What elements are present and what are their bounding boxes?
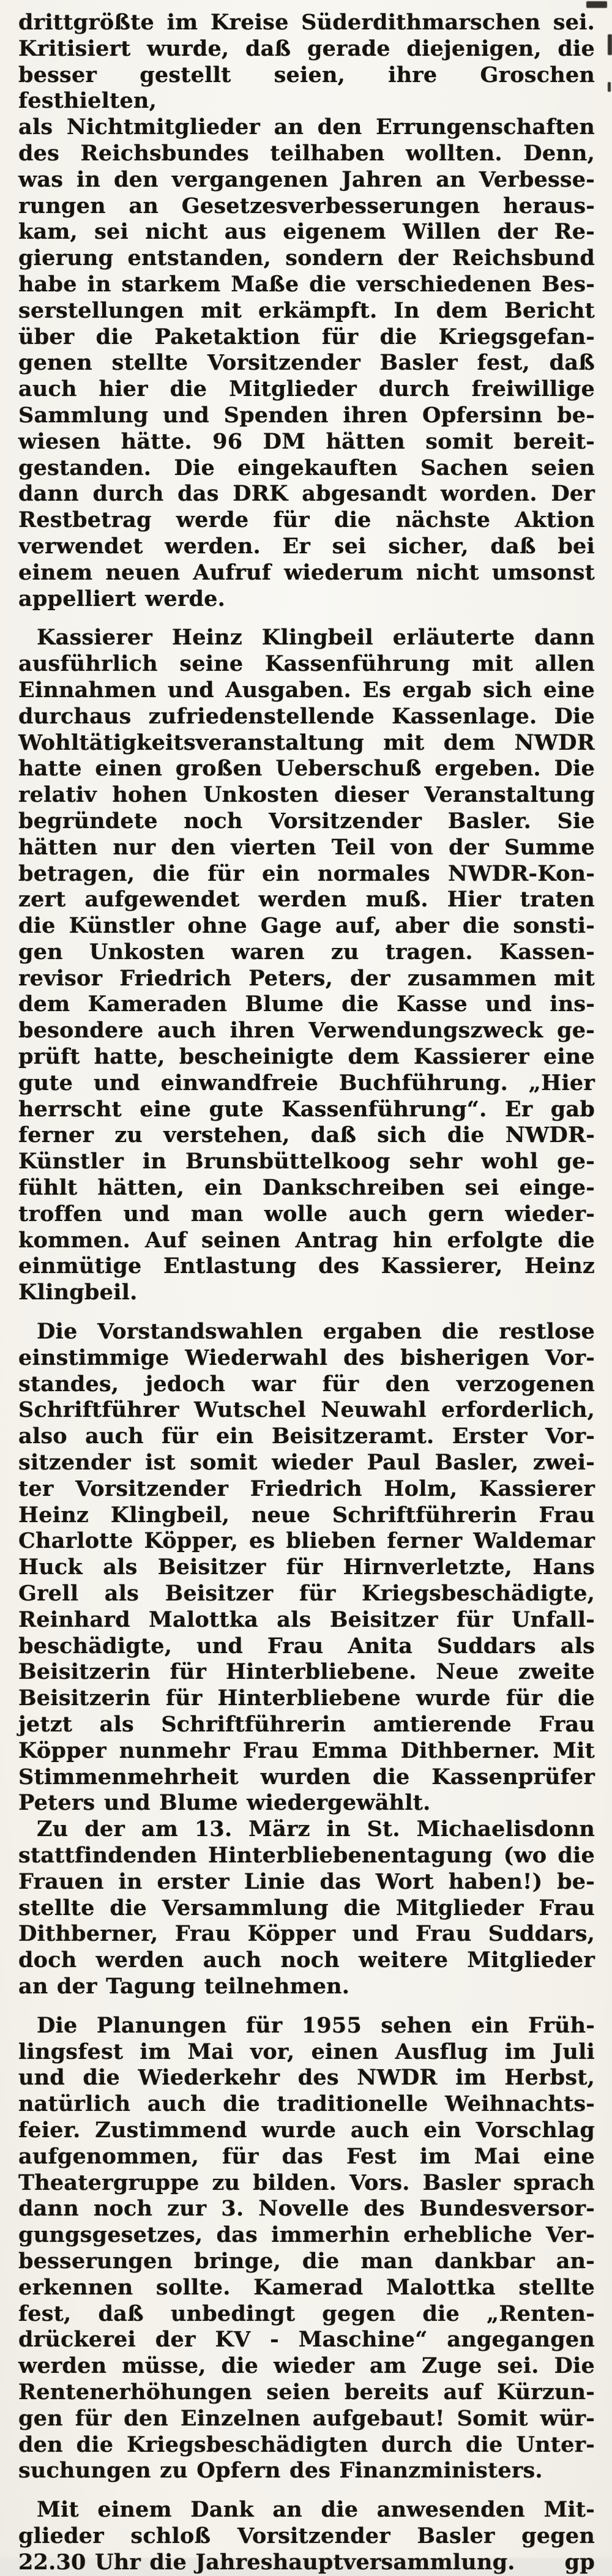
text-line: den die Kriegsbeschädigten durch die Unter- (18, 2432, 595, 2457)
text-line: lingsfest im Mai vor, einen Ausflug im Juli (18, 2039, 595, 2064)
text-line: drittgrößte im Kreise Süderdithmarschen sei. (18, 10, 595, 35)
paragraph (18, 1816, 595, 2000)
author-initials: gp (564, 2549, 595, 2575)
newspaper-column (18, 10, 595, 2576)
text-line: standes, jedoch war für den verzogenen (18, 1371, 595, 1397)
text-line: doch werden auch noch weitere Mitglieder (18, 1947, 595, 1973)
text-line: besondere auch ihren Verwendungszweck ge- (18, 1018, 595, 1043)
text-line: herrscht eine gute Kassenführung“. Er gab (18, 1096, 595, 1122)
text-line: Reinhard Malottka als Beisitzer für Unfall- (18, 1607, 595, 1632)
text-line: auch hier die Mitglieder durch freiwillige (18, 376, 595, 402)
text-line: fühlt hätten, ein Dankschreiben sei einge- (18, 1175, 595, 1201)
text-line: betragen, die für ein normales NWDR-Kon- (18, 861, 595, 886)
text-line: hätten nur den vierten Teil von der Summe (18, 834, 595, 860)
paragraph (18, 625, 595, 1306)
text-line: Schriftführer Wutschel Neuwahl erforderlich, (18, 1397, 595, 1423)
text-line: des Reichsbundes teilhaben wollten. Denn, (18, 140, 595, 166)
text-line: kommen. Auf seinen Antrag hin erfolgte die (18, 1227, 595, 1253)
text-line: gen Unkosten waren zu tragen. Kassen- (18, 939, 595, 965)
text-line: feier. Zustimmend wurde auch ein Vorschlag (18, 2117, 595, 2143)
text-line: durchaus zufriedenstellende Kassenlage. Die (18, 703, 595, 729)
text-line: Sammlung und Spenden ihren Opfersinn be- (18, 402, 595, 428)
text-line: Heinz Klingbeil, neue Schriftführerin Frau (18, 1502, 595, 1528)
text-line: Zu der am 13. März in St. Michaelisdonn (37, 1816, 595, 1842)
text-line: gestanden. Die eingekauften Sachen seien (18, 455, 595, 480)
text-line: zert aufgewendet werden muß. Hier traten (18, 887, 595, 913)
text-line: dem Kameraden Blume die Kasse und ins- (18, 991, 595, 1017)
text-line: gungsgesetzes, das immerhin erhebliche Ver- (18, 2222, 595, 2248)
scan-artifact (608, 34, 612, 55)
text-line: besser gestellt seien, ihre Groschen festhielten, (18, 62, 595, 114)
text-line: einmütige Entlastung des Kassierer, Heinz (18, 1253, 595, 1279)
text-line: Rentenerhöhungen seien bereits auf Kürzun- (18, 2379, 595, 2405)
text-line: rungen an Gesetzesverbesserungen heraus- (18, 193, 595, 218)
text-line: relativ hohen Unkosten dieser Veranstaltung (18, 782, 595, 808)
text-line: Kritisiert wurde, daß gerade diejenigen, die (18, 35, 595, 61)
text-line: jetzt als Schriftführerin amtierende Frau (18, 1712, 595, 1737)
paragraph (18, 1319, 595, 1816)
text-line: Die Planungen für 1955 sehen ein Früh- (37, 2012, 595, 2038)
text-line: sitzender ist somit wieder Paul Basler, zwei- (18, 1450, 595, 1476)
text-line: ferner zu verstehen, daß sich die NWDR- (18, 1122, 595, 1148)
text-line: Wohltätigkeitsveranstaltung mit dem NWDR (18, 730, 595, 755)
paragraph (18, 10, 595, 612)
text-line: gen für den Einzelnen aufgebaut! Somit wür- (18, 2405, 595, 2431)
scan-artifact (586, 1, 607, 8)
text-line: serstellungen mit erkämpft. In dem Bericht (18, 297, 595, 323)
text-line: Beisitzerin für Hinterbliebene wurde für die (18, 1686, 595, 1711)
text-line (18, 2550, 595, 2576)
text-line: appelliert werde. (18, 586, 226, 611)
text-line: suchungen zu Opfern des Finanzministers. (18, 2458, 543, 2484)
text-line: gute und einwandfreie Buchführung. „Hier (18, 1070, 595, 1096)
text-line: also auch für ein Beisitzeramt. Erster Vor- (18, 1424, 595, 1449)
text-line: ausführlich seine Kassenführung mit allen (18, 651, 595, 677)
text-line: beschädigte, und Frau Anita Suddars als (18, 1633, 595, 1659)
scan-artifact (608, 82, 611, 92)
text-line: dann durch das DRK abgesandt worden. Der (18, 481, 595, 507)
text-line: fest, daß unbedingt gegen die „Renten- (18, 2301, 595, 2326)
text-line: Klingbeil. (18, 1280, 138, 1305)
text-line: kam, sei nicht aus eigenem Willen der Re- (18, 219, 595, 245)
text-line: Peters und Blume wiedergewählt. (18, 1790, 431, 1816)
text-line: Huck als Beisitzer für Hirnverletzte, Hans (18, 1555, 595, 1580)
text-line: glieder schloß Vorsitzender Basler gegen (18, 2523, 595, 2548)
text-line: werden müsse, die wieder am Zuge sei. Die (18, 2353, 595, 2379)
closing-sentence: 22.30 Uhr die Jahreshauptversammlung. (18, 2549, 515, 2575)
text-line: revisor Friedrich Peters, der zusammen mit (18, 965, 595, 991)
text-line: prüft hatte, bescheinigte dem Kassierer eine (18, 1044, 595, 1070)
text-line: aufgenommen, für das Fest im Mai eine (18, 2143, 595, 2169)
text-line: Kassierer Heinz Klingbeil erläuterte dann (37, 625, 595, 651)
text-line: wiesen hätte. 96 DM hätten somit bereit- (18, 428, 595, 454)
text-line: Theatergruppe zu bilden. Vors. Basler sprach (18, 2170, 595, 2195)
text-line: verwendet werden. Er sei sicher, daß bei (18, 533, 595, 559)
text-line: genen stellte Vorsitzender Basler fest, daß (18, 350, 595, 376)
text-line: begründete noch Vorsitzender Basler. Sie (18, 808, 595, 834)
text-line: natürlich auch die traditionelle Weihnachts- (18, 2091, 595, 2117)
text-line: habe in starkem Maße die verschiedenen Bes- (18, 271, 595, 297)
text-line: Beisitzerin für Hinterbliebene. Neue zweite (18, 1659, 595, 1685)
text-line: Mit einem Dank an die anwesenden Mit- (37, 2497, 595, 2523)
text-line: als Nichtmitglieder an den Errungenschaften (18, 114, 595, 140)
text-line: und die Wiederkehr des NWDR im Herbst, (18, 2065, 595, 2091)
text-line: stattfindenden Hinterbliebenentagung (wo die (18, 1842, 595, 1868)
text-line: dann noch zur 3. Novelle des Bundesversor- (18, 2196, 595, 2222)
text-line: besserungen bringe, die man dankbar an- (18, 2248, 595, 2274)
text-line: einstimmige Wiederwahl des bisherigen Vor- (18, 1345, 595, 1370)
text-line: Stimmenmehrheit wurden die Kassenprüfer (18, 1764, 595, 1790)
text-line: Restbetrag werde für die nächste Aktion (18, 507, 595, 533)
text-line: drückerei der KV - Maschine“ angegangen (18, 2327, 595, 2353)
text-line: gierung entstanden, sondern der Reichsbund (18, 245, 595, 271)
text-line: einem neuen Aufruf wiederum nicht umsonst (18, 559, 595, 585)
text-line: Die Vorstandswahlen ergaben die restlose (37, 1319, 595, 1345)
text-line: Grell als Beisitzer für Kriegsbeschädigte, (18, 1581, 595, 1607)
text-line: die Künstler ohne Gage auf, aber die sonsti- (18, 913, 595, 939)
text-line: was in den vergangenen Jahren an Verbesse- (18, 166, 595, 192)
text-line: Köpper nunmehr Frau Emma Dithberner. Mit (18, 1738, 595, 1763)
text-line: an der Tagung teilnehmen. (18, 1973, 350, 1999)
text-line: stellte die Versammlung die Mitglieder Frau (18, 1895, 595, 1921)
text-line: Charlotte Köpper, es blieben ferner Waldemar (18, 1528, 595, 1554)
text-line: hatte einen großen Ueberschuß ergeben. Die (18, 756, 595, 782)
text-line: Künstler in Brunsbüttelkoog sehr wohl ge- (18, 1149, 595, 1174)
text-line: Frauen in erster Linie das Wort haben!) be- (18, 1869, 595, 1894)
text-line: Einnahmen und Ausgaben. Es ergab sich eine (18, 677, 595, 703)
paragraph (18, 2497, 595, 2575)
text-line: über die Paketaktion für die Kriegsgefan- (18, 324, 595, 349)
paragraph (18, 2013, 595, 2484)
text-line: Dithberner, Frau Köpper und Frau Suddars, (18, 1921, 595, 1947)
text-line: erkennen sollte. Kamerad Malottka stellte (18, 2274, 595, 2300)
text-line: ter Vorsitzender Friedrich Holm, Kassierer (18, 1476, 595, 1501)
text-line: troffen und man wolle auch gern wieder- (18, 1201, 595, 1226)
